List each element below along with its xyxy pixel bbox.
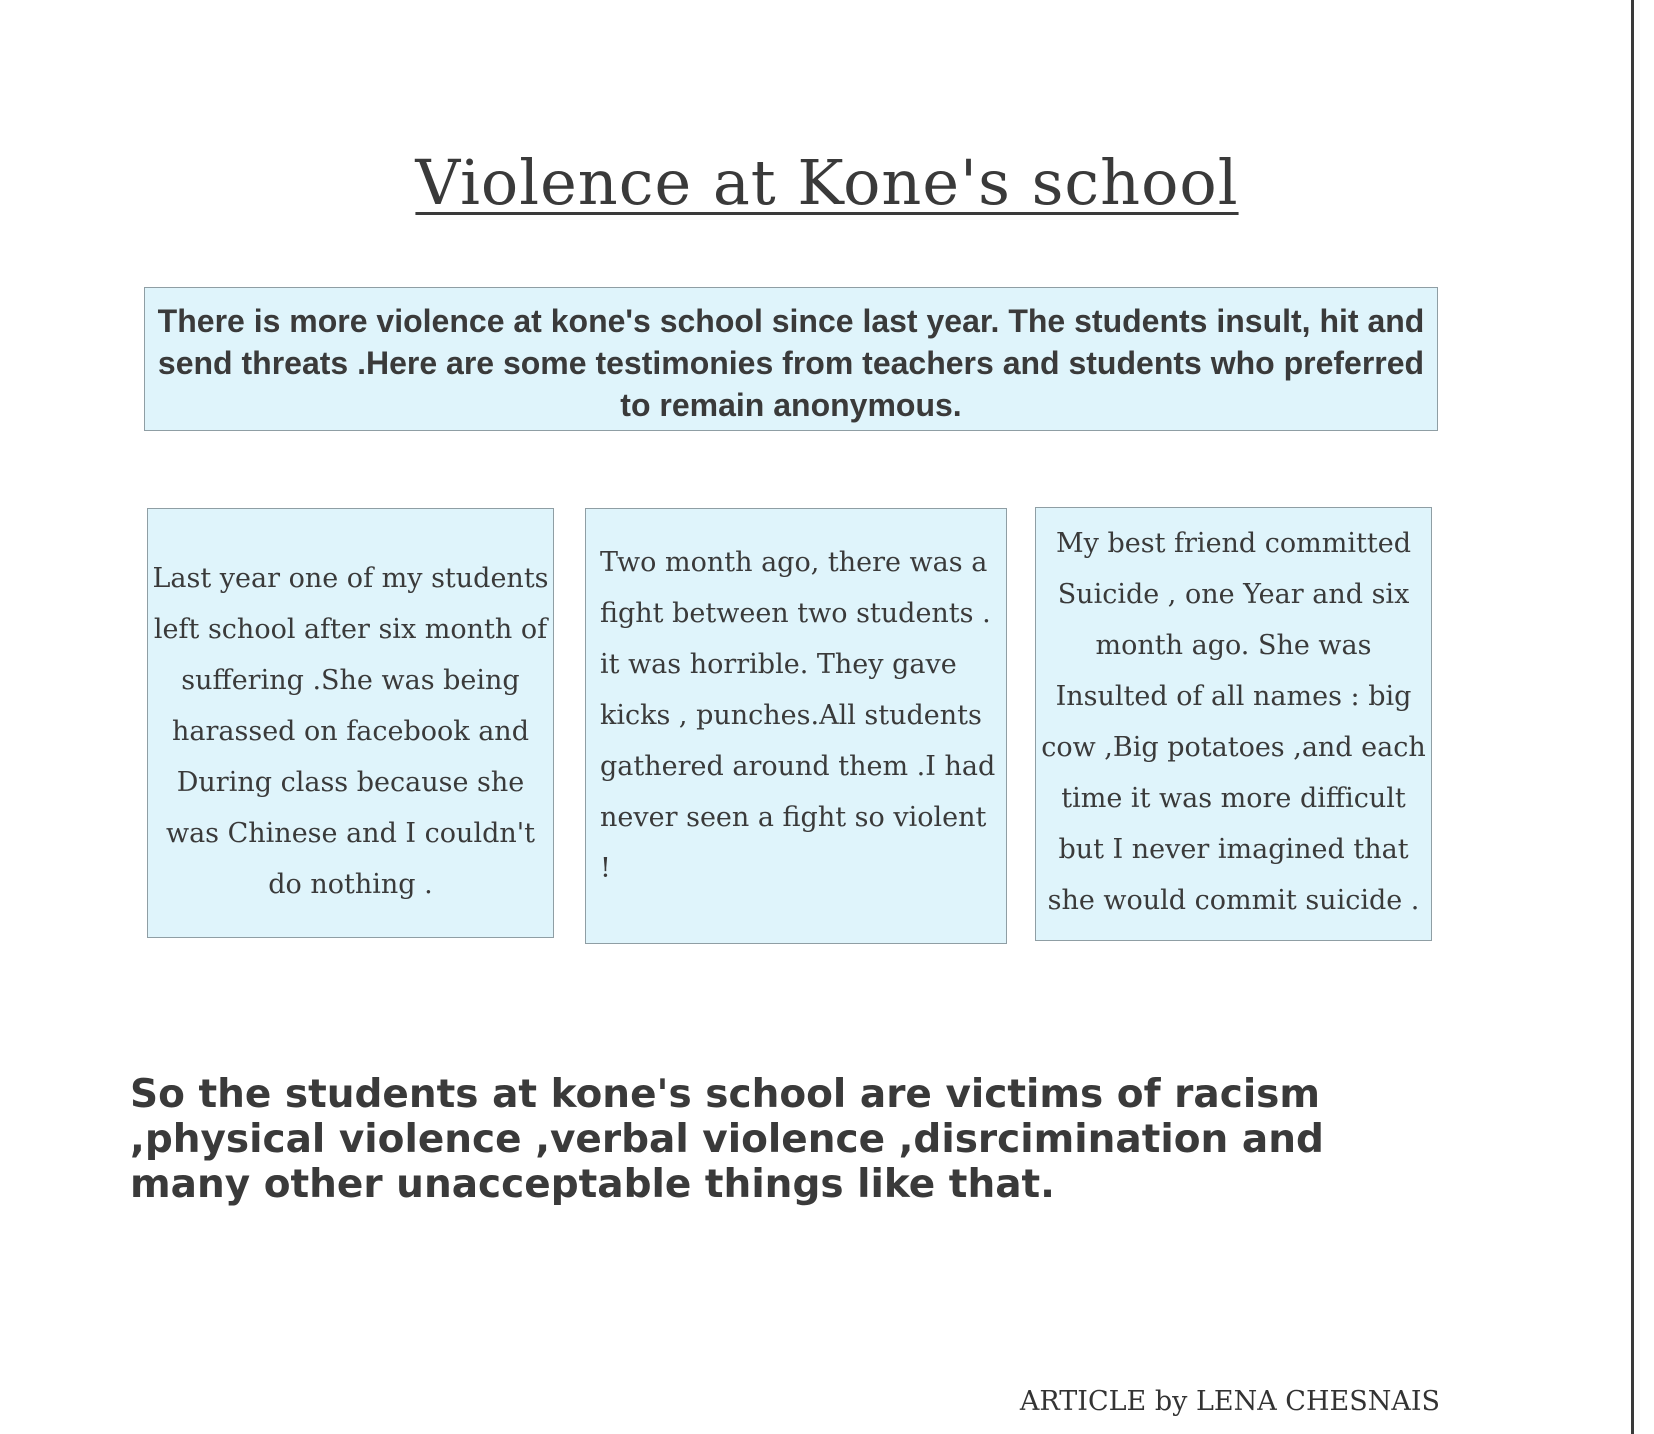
byline: ARTICLE by LENA CHESNAIS [1019, 1386, 1440, 1417]
testimony-text: Last year one of my students left school after six month of suffering .She was being harassed on facebook and During class because she was Chinese and I couldn't do nothing . [152, 563, 549, 900]
article-title [0, 146, 1654, 219]
intro-box [144, 287, 1438, 431]
testimony-text: Two month ago, there was a fight between two students . it was horrible. They gave kicks , punches.All students gathered around them .I had never seen a fight so violent ! [600, 547, 996, 884]
testimony-box-teacher [147, 508, 554, 938]
conclusion-text: So the students at kone's school are victims of racism ,physical violence ,verbal violence ,disrcimination and many other unacceptable things like that. [130, 1072, 1324, 1207]
intro-text: There is more violence at kone's school since last year. The students insult, hit and send threats .Here are some testimonies from teachers and students who preferred to remain anonymous. [157, 303, 1425, 423]
testimony-box-friend [1035, 507, 1432, 941]
testimony-text: My best friend committed Suicide , one Year and six month ago. She was Insulted of all names : big cow ,Big potatoes ,and each time it was more difficult but I never imagined that she would commit suicide . [1041, 528, 1426, 916]
testimony-box-fight [585, 508, 1007, 944]
article-title-text: Violence at Kone's school [415, 146, 1239, 219]
